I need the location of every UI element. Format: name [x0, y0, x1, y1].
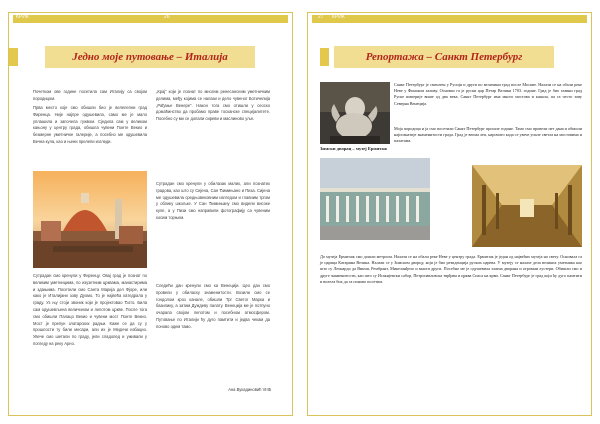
left-page-number: 26	[164, 14, 170, 20]
florence-photo	[33, 171, 147, 268]
statue-photo	[320, 82, 390, 144]
statue-image	[320, 82, 390, 144]
left-col2-para2: Сутрадан смо кренули у обилазак малих, али познатих градова, као што су Сијена, Сан Ђимињано и Пиза. Сијена ме одушевила средњовековним изгледом и главним тргом у облику шкољке. У Сан Ђимињану смо видели високе куле, а у Пизи смо направили фотографију са чувеним косим торњем.	[156, 181, 270, 220]
left-article-title: Једно моје путовање – Италија	[45, 46, 255, 68]
right-image-caption: Зимски дворац – музеј Ермитаж	[320, 146, 388, 151]
right-header-label: КРИК	[332, 14, 345, 20]
left-col1-caption: Сутрадан смо кренули у Фиренцу. Овај град је познат по великим уметницима, по изузетним црквама, манастирима и здањима. Посетили смо Санта Марија дел Фјоре, или како је Италијани зову Дуомо. То је највећа катедрала у граду. Уз њу стоји звоник који је пројектовао Ђото. Била сам одушевљена величином и лепотом цркве. После тога смо обишли Палацо Векио и чувени мост Понте Векио. Мост је препун златарских радњи. Каже се да су у прошлости ту били месари, али их је Медичи избацио. Увече смо шетали по граду, јели сладолед и уживали у погледу на реку Арно.	[33, 273, 147, 346]
left-col2-para1: „Крај“ који је познат по многим ренесансним уметничким делима, међу којима се налази и дело чувеног Ботичелија „Рађање Венере“. Након тога смо отишли у сеоско домаћинство да пробамо праве тосканске специјалитете. Посебно су ми се допали сиреви и маслиново уље.	[156, 89, 270, 122]
florence-cathedral-image	[33, 171, 147, 268]
left-header-bar	[13, 15, 288, 23]
left-col1-para: Прва место које смо обишли био је велелепни град Фиренца. Није најпре одушевила, само ме је мало уплашила и започела гужвом. Сједила сам у великом кањону у центру града, обишла чувени Понте Векио и безмерне уметничке галерије, а посебно ме одушевила Вечна кула, као и њени прелепи изгледи.	[33, 105, 147, 144]
hermitage-hall-photo	[472, 165, 582, 247]
left-col1-intro: Почетком ове године посетила сам Италију са својом породицом.	[33, 89, 147, 101]
left-col2-para3: Следећи дан кренули смо ка Венецији. Цео дан смо провели у обиласку знаменитости. Возили смо се гондолом кроз канале, обишли Трг Светог Марка и базилику, а затим Дуждеву палату. Венеција ме је потпуно очарала својом лепотом и посебном атмосфером. Путовање по Италији ћу дуго памтити и једва чекам да поново одем тамо.	[156, 283, 270, 329]
right-page-number: 27	[318, 14, 324, 20]
winter-palace-photo	[320, 158, 430, 240]
hermitage-hall-image	[472, 165, 582, 247]
right-para1: Санкт Петербург је смештен у Русији и други по величини град после Москве. Налази се на обали реке Неве у Финском заливу. Основао га је руски цар Петар Велики 1703. године. Град је био главни град Руске империје више од два века. Санкт Петербург има много мостова и канала, па га често зову Северна Венеција.	[394, 82, 582, 106]
right-para3: До музеја Ермитаж смо дошли метроом. Налази се на обали реке Неве у центру града. Ермитаж је један од највећих музеја на свету. Основала га је царица Катарина Велика. Налази се у Зимском дворцу, који је био резиденција руских царева. У музеју се налазе дела великих уметника као што су Леонардо да Винчи, Рембрант, Микеланђело и многи други. Посебно ме је одушевила златна дворана и огромни лустери. Обишли смо и друге знаменитости, као што су Исакијевски сабор, Петропавловска тврђава и црква Спаса на крви. Санкт Петербург је град који ћу дуго памтити и волела бих да га поново посетим.	[320, 254, 582, 284]
right-para2: Моја породица и ја смо посетили Санкт Петербург прошле године. Тамо смо провели пет дана и обишли најпознатије знаменитости града. Град је веома леп, нарочито када се увече упале светла на мостовима и палатама.	[394, 126, 582, 144]
left-page	[8, 12, 293, 416]
right-title-accent	[320, 48, 329, 66]
left-title-accent	[9, 48, 18, 66]
left-signature: Ана Вукадиновић VIII5	[228, 387, 271, 392]
left-header-label: КРИК	[16, 14, 29, 20]
right-article-title: Репортажа – Санкт Петербург	[334, 46, 554, 68]
right-header-bar	[312, 15, 587, 23]
right-page	[307, 12, 592, 416]
winter-palace-image	[320, 158, 430, 240]
